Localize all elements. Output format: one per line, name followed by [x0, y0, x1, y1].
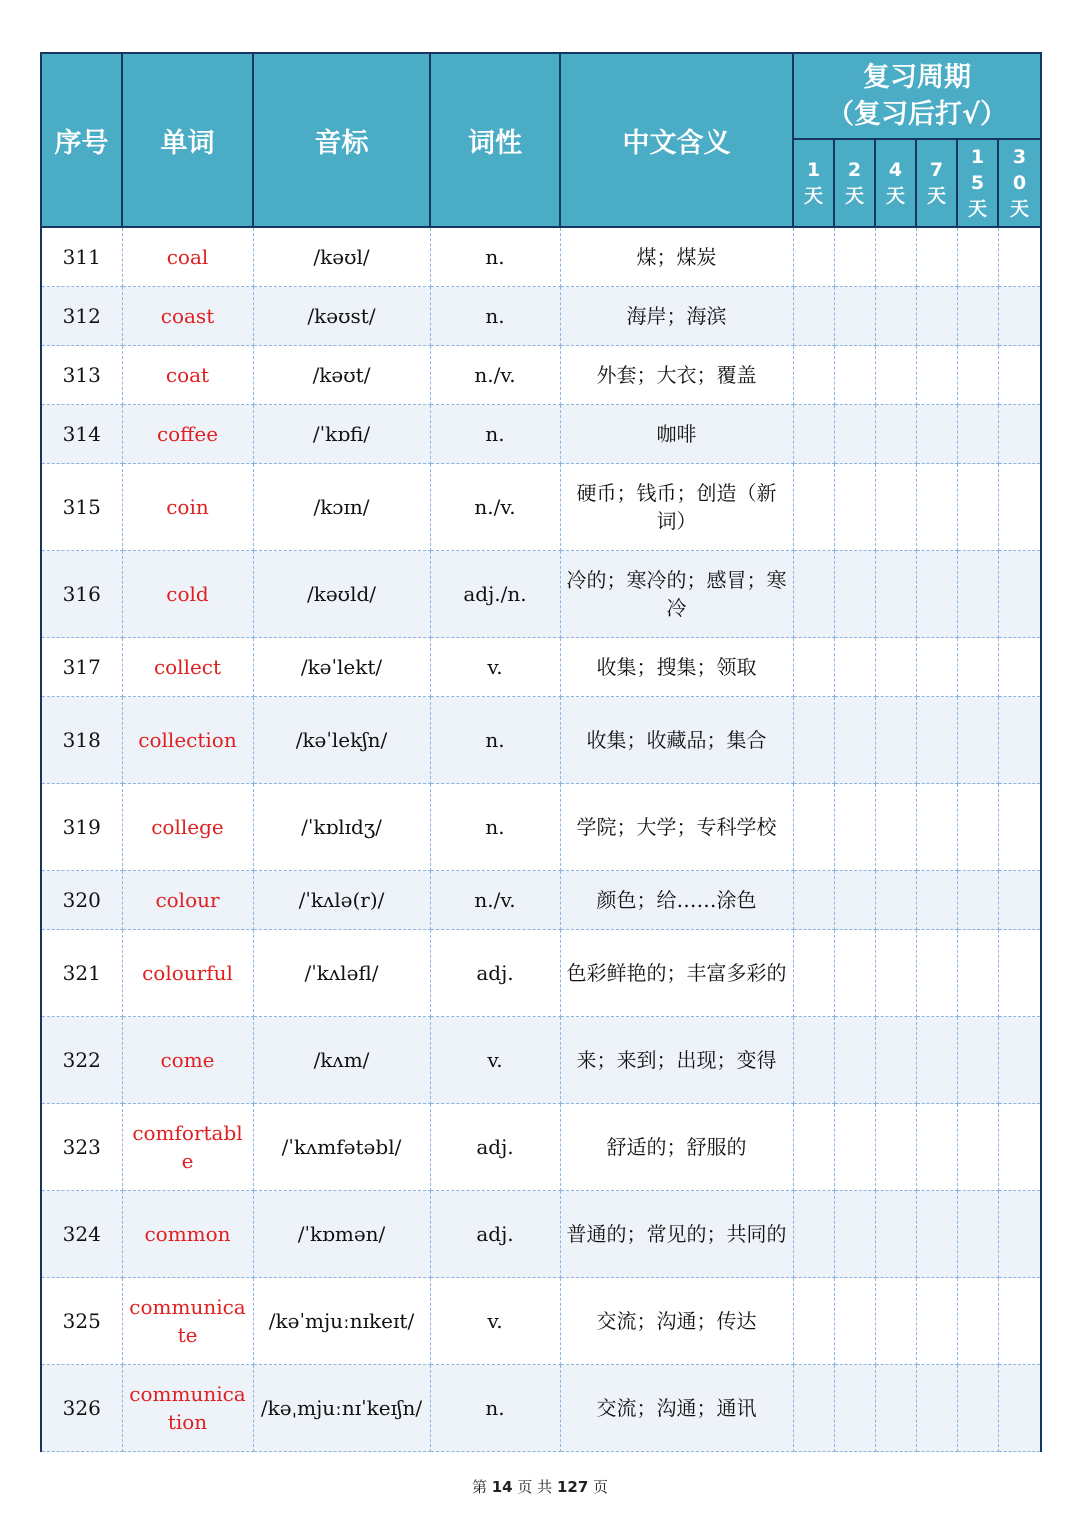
row-part-of-speech: n./v. — [430, 464, 560, 551]
header-day-text: 天 — [1010, 198, 1030, 220]
review-checkbox-cell[interactable] — [875, 287, 916, 346]
row-phonetic: /kəˈlekt/ — [253, 638, 430, 697]
review-checkbox-cell[interactable] — [834, 1278, 875, 1365]
row-phonetic: /ˈkɒlɪdʒ/ — [253, 784, 430, 871]
row-meaning: 咖啡 — [560, 405, 793, 464]
header-day-text: 2 — [847, 159, 862, 181]
header-pos: 词性 — [430, 53, 560, 227]
review-checkbox-cell[interactable] — [957, 1104, 998, 1191]
review-checkbox-cell[interactable] — [998, 464, 1041, 551]
header-day-text: 3 — [1012, 146, 1027, 168]
review-checkbox-cell[interactable] — [916, 1017, 957, 1104]
header-review-cycle — [793, 53, 1041, 139]
row-meaning: 外套；大衣；覆盖 — [560, 346, 793, 405]
review-checkbox-cell[interactable] — [793, 405, 834, 464]
vocabulary-table — [40, 52, 1042, 1452]
row-word: coast — [122, 287, 253, 346]
review-checkbox-cell[interactable] — [916, 227, 957, 287]
header-day-text: 7 — [929, 159, 944, 181]
review-checkbox-cell[interactable] — [957, 1278, 998, 1365]
review-checkbox-cell[interactable] — [916, 871, 957, 930]
review-checkbox-cell[interactable] — [875, 227, 916, 287]
row-meaning: 冷的；寒冷的；感冒；寒冷 — [560, 551, 793, 638]
review-checkbox-cell[interactable] — [834, 405, 875, 464]
review-checkbox-cell[interactable] — [957, 871, 998, 930]
review-checkbox-cell[interactable] — [793, 346, 834, 405]
row-phonetic: /kəʊst/ — [253, 287, 430, 346]
row-index: 315 — [41, 464, 122, 551]
row-index: 312 — [41, 287, 122, 346]
review-checkbox-cell[interactable] — [834, 1191, 875, 1278]
row-meaning: 收集；搜集；领取 — [560, 638, 793, 697]
review-checkbox-cell[interactable] — [834, 1365, 875, 1452]
review-checkbox-cell[interactable] — [793, 227, 834, 287]
row-meaning: 舒适的；舒服的 — [560, 1104, 793, 1191]
row-phonetic: /kʌm/ — [253, 1017, 430, 1104]
row-index: 321 — [41, 930, 122, 1017]
review-checkbox-cell[interactable] — [793, 871, 834, 930]
review-checkbox-cell[interactable] — [916, 638, 957, 697]
row-word: common — [122, 1191, 253, 1278]
table-row — [41, 784, 1041, 871]
row-part-of-speech: v. — [430, 638, 560, 697]
row-phonetic: /kəʊl/ — [253, 227, 430, 287]
review-checkbox-cell[interactable] — [957, 551, 998, 638]
review-checkbox-cell[interactable] — [998, 784, 1041, 871]
row-phonetic: /kɔɪn/ — [253, 464, 430, 551]
review-checkbox-cell[interactable] — [834, 464, 875, 551]
row-index: 311 — [41, 227, 122, 287]
row-index: 318 — [41, 697, 122, 784]
header-day-text: 天 — [844, 185, 864, 207]
review-checkbox-cell[interactable] — [957, 638, 998, 697]
review-checkbox-cell[interactable] — [957, 1191, 998, 1278]
row-part-of-speech: adj. — [430, 930, 560, 1017]
page-footer — [0, 1476, 1080, 1497]
row-part-of-speech: n. — [430, 784, 560, 871]
row-index: 323 — [41, 1104, 122, 1191]
row-meaning: 交流；沟通；通讯 — [560, 1365, 793, 1452]
table-row — [41, 551, 1041, 638]
review-checkbox-cell[interactable] — [957, 346, 998, 405]
review-checkbox-cell[interactable] — [957, 784, 998, 871]
row-word: collection — [122, 697, 253, 784]
review-checkbox-cell[interactable] — [793, 1365, 834, 1452]
row-meaning: 学院；大学；专科学校 — [560, 784, 793, 871]
review-checkbox-cell[interactable] — [916, 697, 957, 784]
row-part-of-speech: v. — [430, 1017, 560, 1104]
review-checkbox-cell[interactable] — [834, 871, 875, 930]
row-phonetic: /kəʊt/ — [253, 346, 430, 405]
review-checkbox-cell[interactable] — [875, 697, 916, 784]
review-checkbox-cell[interactable] — [875, 405, 916, 464]
review-checkbox-cell[interactable] — [957, 930, 998, 1017]
review-checkbox-cell[interactable] — [875, 464, 916, 551]
review-checkbox-cell[interactable] — [916, 1191, 957, 1278]
review-checkbox-cell[interactable] — [957, 227, 998, 287]
row-phonetic: /ˈkʌlə(r)/ — [253, 871, 430, 930]
row-part-of-speech: n./v. — [430, 871, 560, 930]
review-checkbox-cell[interactable] — [998, 1365, 1041, 1452]
table-row — [41, 287, 1041, 346]
review-checkbox-cell[interactable] — [793, 551, 834, 638]
review-checkbox-cell[interactable] — [998, 287, 1041, 346]
review-checkbox-cell[interactable] — [834, 287, 875, 346]
review-cycle-note: （复习后打√） — [827, 99, 1008, 130]
review-checkbox-cell[interactable] — [998, 1191, 1041, 1278]
header-day-text: 1 — [970, 146, 985, 168]
header-day-text: 天 — [885, 185, 905, 207]
table-row — [41, 930, 1041, 1017]
row-word: colourful — [122, 930, 253, 1017]
review-checkbox-cell[interactable] — [793, 638, 834, 697]
footer-page-number: 14 — [491, 1478, 513, 1496]
table-row — [41, 697, 1041, 784]
header-day-text: 4 — [888, 159, 903, 181]
row-part-of-speech: n. — [430, 697, 560, 784]
row-phonetic: /kəʊld/ — [253, 551, 430, 638]
row-phonetic: /kəˈmjuːnɪkeɪt/ — [253, 1278, 430, 1365]
review-checkbox-cell[interactable] — [875, 1191, 916, 1278]
review-checkbox-cell[interactable] — [793, 697, 834, 784]
review-checkbox-cell[interactable] — [916, 1104, 957, 1191]
review-checkbox-cell[interactable] — [834, 227, 875, 287]
review-checkbox-cell[interactable] — [834, 346, 875, 405]
row-word: coat — [122, 346, 253, 405]
row-word: coal — [122, 227, 253, 287]
review-checkbox-cell[interactable] — [916, 930, 957, 1017]
review-checkbox-cell[interactable] — [916, 464, 957, 551]
review-checkbox-cell[interactable] — [957, 1365, 998, 1452]
table-row — [41, 1278, 1041, 1365]
header-day-text: 天 — [926, 185, 946, 207]
review-checkbox-cell[interactable] — [793, 287, 834, 346]
review-checkbox-cell[interactable] — [916, 551, 957, 638]
review-checkbox-cell[interactable] — [875, 1104, 916, 1191]
row-index: 324 — [41, 1191, 122, 1278]
row-phonetic: /ˈkɒfi/ — [253, 405, 430, 464]
table-row — [41, 1104, 1041, 1191]
review-checkbox-cell[interactable] — [875, 346, 916, 405]
review-checkbox-cell[interactable] — [875, 551, 916, 638]
review-checkbox-cell[interactable] — [916, 405, 957, 464]
row-word: collect — [122, 638, 253, 697]
header-day-text: 天 — [967, 198, 987, 220]
row-part-of-speech: adj. — [430, 1104, 560, 1191]
row-word: communication — [122, 1365, 253, 1452]
row-phonetic: /ˈkʌləfl/ — [253, 930, 430, 1017]
review-checkbox-cell[interactable] — [793, 1104, 834, 1191]
header-day-4 — [957, 139, 998, 227]
header-day-text: 0 — [1012, 172, 1027, 194]
row-part-of-speech: adj./n. — [430, 551, 560, 638]
review-checkbox-cell[interactable] — [916, 346, 957, 405]
review-checkbox-cell[interactable] — [875, 638, 916, 697]
review-checkbox-cell[interactable] — [916, 287, 957, 346]
review-checkbox-cell[interactable] — [957, 405, 998, 464]
table-row — [41, 1191, 1041, 1278]
review-checkbox-cell[interactable] — [957, 287, 998, 346]
row-meaning: 颜色；给……涂色 — [560, 871, 793, 930]
row-part-of-speech: v. — [430, 1278, 560, 1365]
review-checkbox-cell[interactable] — [793, 1278, 834, 1365]
review-checkbox-cell[interactable] — [998, 871, 1041, 930]
header-day-text: 5 — [970, 172, 985, 194]
review-checkbox-cell[interactable] — [998, 405, 1041, 464]
row-phonetic: /kəˌmjuːnɪˈkeɪʃn/ — [253, 1365, 430, 1452]
review-checkbox-cell[interactable] — [834, 638, 875, 697]
review-checkbox-cell[interactable] — [875, 1278, 916, 1365]
row-meaning: 来；来到；出现；变得 — [560, 1017, 793, 1104]
row-index: 313 — [41, 346, 122, 405]
review-checkbox-cell[interactable] — [834, 784, 875, 871]
review-checkbox-cell[interactable] — [834, 551, 875, 638]
review-checkbox-cell[interactable] — [916, 784, 957, 871]
table-row — [41, 1017, 1041, 1104]
footer-middle: 页 共 — [517, 1478, 553, 1496]
table-row — [41, 346, 1041, 405]
review-checkbox-cell[interactable] — [793, 784, 834, 871]
row-meaning: 普通的；常见的；共同的 — [560, 1191, 793, 1278]
header-day-text: 1 — [806, 159, 821, 181]
review-checkbox-cell[interactable] — [998, 930, 1041, 1017]
table-row — [41, 405, 1041, 464]
review-checkbox-cell[interactable] — [793, 930, 834, 1017]
row-part-of-speech: n. — [430, 405, 560, 464]
header-day-1 — [834, 139, 875, 227]
review-checkbox-cell[interactable] — [998, 1278, 1041, 1365]
review-checkbox-cell[interactable] — [875, 871, 916, 930]
header-day-3 — [916, 139, 957, 227]
header-phonetic: 音标 — [253, 53, 430, 227]
review-checkbox-cell[interactable] — [834, 697, 875, 784]
review-checkbox-cell[interactable] — [834, 1104, 875, 1191]
footer-total-pages: 127 — [556, 1478, 589, 1496]
row-word: coffee — [122, 405, 253, 464]
review-checkbox-cell[interactable] — [834, 1017, 875, 1104]
review-checkbox-cell[interactable] — [957, 697, 998, 784]
review-checkbox-cell[interactable] — [998, 346, 1041, 405]
row-word: college — [122, 784, 253, 871]
header-day-2 — [875, 139, 916, 227]
row-index: 320 — [41, 871, 122, 930]
row-part-of-speech: adj. — [430, 1191, 560, 1278]
table-row — [41, 1365, 1041, 1452]
review-checkbox-cell[interactable] — [793, 1017, 834, 1104]
header-day-0 — [793, 139, 834, 227]
row-meaning: 煤；煤炭 — [560, 227, 793, 287]
row-word: comfortable — [122, 1104, 253, 1191]
row-word: cold — [122, 551, 253, 638]
table-row — [41, 464, 1041, 551]
review-checkbox-cell[interactable] — [998, 638, 1041, 697]
header-index: 序号 — [41, 53, 122, 227]
review-checkbox-cell[interactable] — [998, 227, 1041, 287]
header-day-5 — [998, 139, 1041, 227]
table-row — [41, 638, 1041, 697]
row-phonetic: /ˈkɒmən/ — [253, 1191, 430, 1278]
header-word: 单词 — [122, 53, 253, 227]
review-checkbox-cell[interactable] — [916, 1365, 957, 1452]
header-row — [41, 53, 1041, 139]
row-index: 319 — [41, 784, 122, 871]
row-index: 317 — [41, 638, 122, 697]
row-index: 316 — [41, 551, 122, 638]
row-word: colour — [122, 871, 253, 930]
row-meaning: 收集；收藏品；集合 — [560, 697, 793, 784]
row-meaning: 色彩鲜艳的；丰富多彩的 — [560, 930, 793, 1017]
review-checkbox-cell[interactable] — [793, 1191, 834, 1278]
row-phonetic: /ˈkʌmfətəbl/ — [253, 1104, 430, 1191]
table-row — [41, 871, 1041, 930]
row-word: communicate — [122, 1278, 253, 1365]
row-part-of-speech: n. — [430, 287, 560, 346]
row-meaning: 交流；沟通；传达 — [560, 1278, 793, 1365]
row-index: 325 — [41, 1278, 122, 1365]
review-checkbox-cell[interactable] — [957, 464, 998, 551]
row-part-of-speech: n. — [430, 227, 560, 287]
review-checkbox-cell[interactable] — [875, 784, 916, 871]
review-checkbox-cell[interactable] — [875, 1365, 916, 1452]
review-checkbox-cell[interactable] — [793, 464, 834, 551]
row-word: come — [122, 1017, 253, 1104]
row-meaning: 硬币；钱币；创造（新词） — [560, 464, 793, 551]
header-day-text: 天 — [803, 185, 823, 207]
review-cycle-title: 复习周期 — [863, 62, 972, 93]
review-checkbox-cell[interactable] — [834, 930, 875, 1017]
footer-prefix: 第 — [471, 1478, 487, 1496]
table-row — [41, 227, 1041, 287]
review-checkbox-cell[interactable] — [998, 1104, 1041, 1191]
row-phonetic: /kəˈlekʃn/ — [253, 697, 430, 784]
row-meaning: 海岸；海滨 — [560, 287, 793, 346]
footer-suffix: 页 — [593, 1478, 609, 1496]
review-checkbox-cell[interactable] — [998, 1017, 1041, 1104]
row-word: coin — [122, 464, 253, 551]
review-checkbox-cell[interactable] — [875, 930, 916, 1017]
review-checkbox-cell[interactable] — [998, 697, 1041, 784]
review-checkbox-cell[interactable] — [875, 1017, 916, 1104]
row-index: 326 — [41, 1365, 122, 1452]
row-index: 314 — [41, 405, 122, 464]
row-part-of-speech: n. — [430, 1365, 560, 1452]
review-checkbox-cell[interactable] — [957, 1017, 998, 1104]
row-index: 322 — [41, 1017, 122, 1104]
review-checkbox-cell[interactable] — [916, 1278, 957, 1365]
header-meaning: 中文含义 — [560, 53, 793, 227]
row-part-of-speech: n./v. — [430, 346, 560, 405]
review-checkbox-cell[interactable] — [998, 551, 1041, 638]
